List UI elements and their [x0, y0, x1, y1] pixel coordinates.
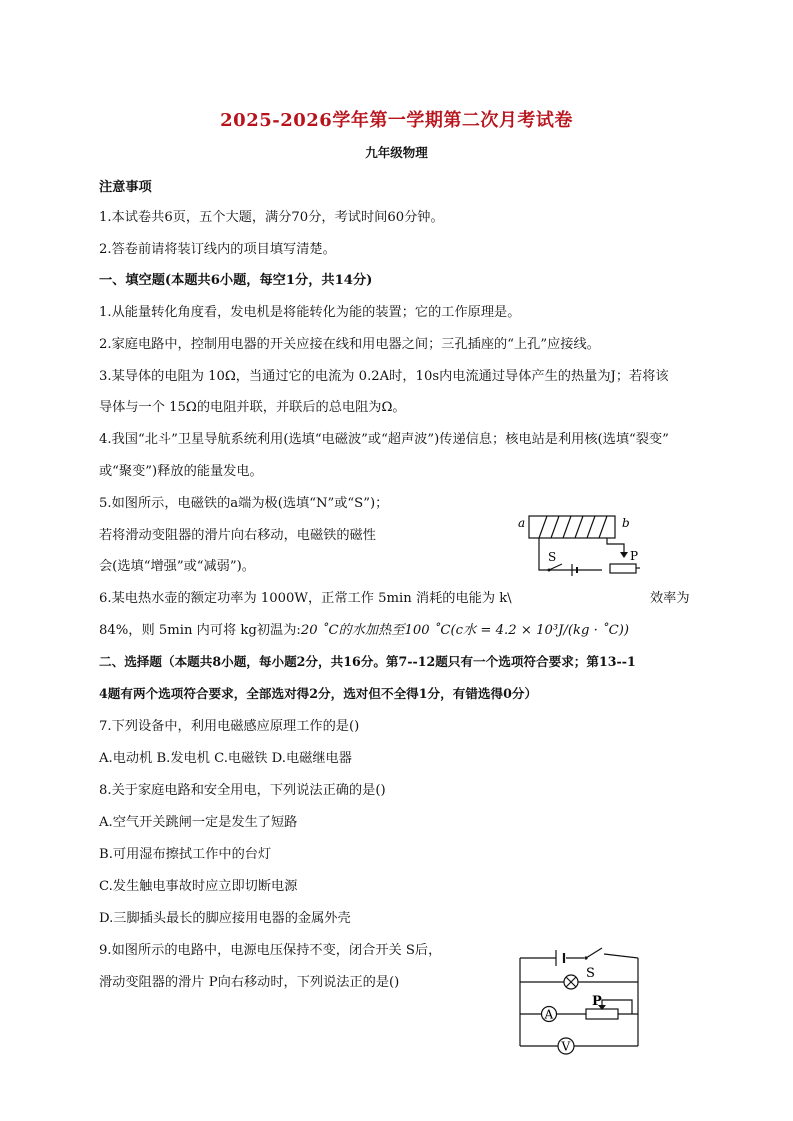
notice-item-1: 1.本试卷共6页，五个大题，满分70分，考试时间60分钟。 — [99, 210, 444, 225]
page-title: 2025-2026学年第一学期第二次月考试卷 — [220, 110, 573, 131]
question-1: 1.从能量转化角度看，发电机是将能转化为能的装置；它的工作原理是。 — [99, 305, 521, 320]
figure1-label-s: S — [548, 550, 557, 564]
question-5-line-1: 5.如图所示，电磁铁的a端为极(选填“N”或“S”)； — [99, 496, 389, 511]
figure2-label-s: S — [586, 966, 595, 981]
question-9-line-2: 滑动变阻器的滑片 P向右移动时，下列说法正的是() — [99, 975, 400, 990]
question-8-option-c: C.发生触电事故时应立即切断电源 — [99, 879, 298, 894]
rheostat — [610, 564, 636, 573]
question-6-line-2 — [99, 619, 629, 638]
notice-heading: 注意事项 — [99, 180, 152, 195]
slider-arrow — [620, 552, 628, 558]
notice-item-2: 2.答卷前请将装订线内的项目填写清楚。 — [99, 242, 336, 257]
question-9-line-1: 9.如图所示的电路中，电源电压保持不变，闭合开关 S后， — [99, 943, 442, 958]
circuit-figure-q9 — [512, 944, 646, 1058]
question-6-formula: 20 ˚C的水加热至100 ˚C(c水 = 4.2 × 10³J/(kg · ˚C)) — [300, 623, 629, 638]
question-5-line-3: 会(选填“增强”或“减弱”)。 — [99, 559, 255, 574]
page-subtitle: 九年级物理 — [365, 145, 428, 160]
question-8-option-b: B.可用湿布擦拭工作中的台灯 — [99, 847, 272, 862]
question-7: 7.下列设备中，利用电磁感应原理工作的是() — [99, 719, 360, 734]
switch-lever — [549, 564, 562, 570]
electromagnet-core — [529, 516, 615, 538]
section2-heading-line-1: 二、选择题（本题共8小题，每小题2分，共16分。第7--12题只有一个选项符合要求；第13--1 — [99, 654, 636, 669]
question-6-line-1: 6.某电热水壶的额定功率为 1000W，正常工作 5min 消耗的电能为 k\ — [99, 591, 512, 606]
section1-heading: 一、填空题(本题共6小题，每空1分，共14分) — [99, 273, 373, 288]
question-4-line-1: 4.我国“北斗”卫星导航系统利用(选填“电磁波”或“超声波”)传递信息；核电站是利用核(选填“裂变” — [99, 432, 669, 447]
question-7-options: A.电动机 B.发电机 C.电磁铁 D.电磁继电器 — [99, 751, 352, 766]
electromagnet-circuit-figure — [512, 508, 644, 580]
question-5-line-2: 若将滑动变阻器的滑片向右移动，电磁铁的磁性 — [99, 528, 376, 543]
figure1-label-a: a — [518, 516, 526, 530]
question-8-option-a: A.空气开关跳闸一定是发生了短路 — [99, 815, 298, 830]
circuit-wire-right — [607, 538, 624, 554]
switch-lever — [586, 948, 602, 958]
figure1-label-b: b — [622, 516, 630, 530]
question-6-text: 84%，则 5min 内可将 kg初温为: — [99, 623, 301, 638]
figure2-label-p: P — [592, 994, 602, 1009]
section2-heading-line-2: 4题有两个选项符合要求，全部选对得2分，选对但不全得1分，有错选得0分） — [99, 686, 538, 701]
question-2: 2.家庭电路中，控制用电器的开关应接在线和用电器之间；三孔插座的“上孔”应接线。 — [99, 337, 600, 352]
question-8: 8.关于家庭电路和安全用电，下列说法正确的是() — [99, 783, 386, 798]
figure2-label-a: A — [544, 1007, 554, 1022]
figure1-label-p: P — [630, 549, 639, 563]
rheostat — [586, 1009, 618, 1019]
question-3-line-2: 导体与一个 15Ω的电阻并联，并联后的总电阻为Ω。 — [99, 400, 406, 415]
question-8-option-d: D.三脚插头最长的脚应接用电器的金属外壳 — [99, 911, 351, 926]
question-4-line-2: 或“聚变”)释放的能量发电。 — [99, 464, 263, 479]
coil-windings — [539, 516, 607, 538]
question-6-line-1-tail: 效率为 — [650, 591, 690, 606]
figure2-label-v: V — [561, 1039, 571, 1054]
question-3-line-1: 3.某导体的电阻为 10Ω，当通过它的电流为 0.2A时，10s内电流通过导体产生的热量为J；若将该 — [99, 369, 669, 384]
